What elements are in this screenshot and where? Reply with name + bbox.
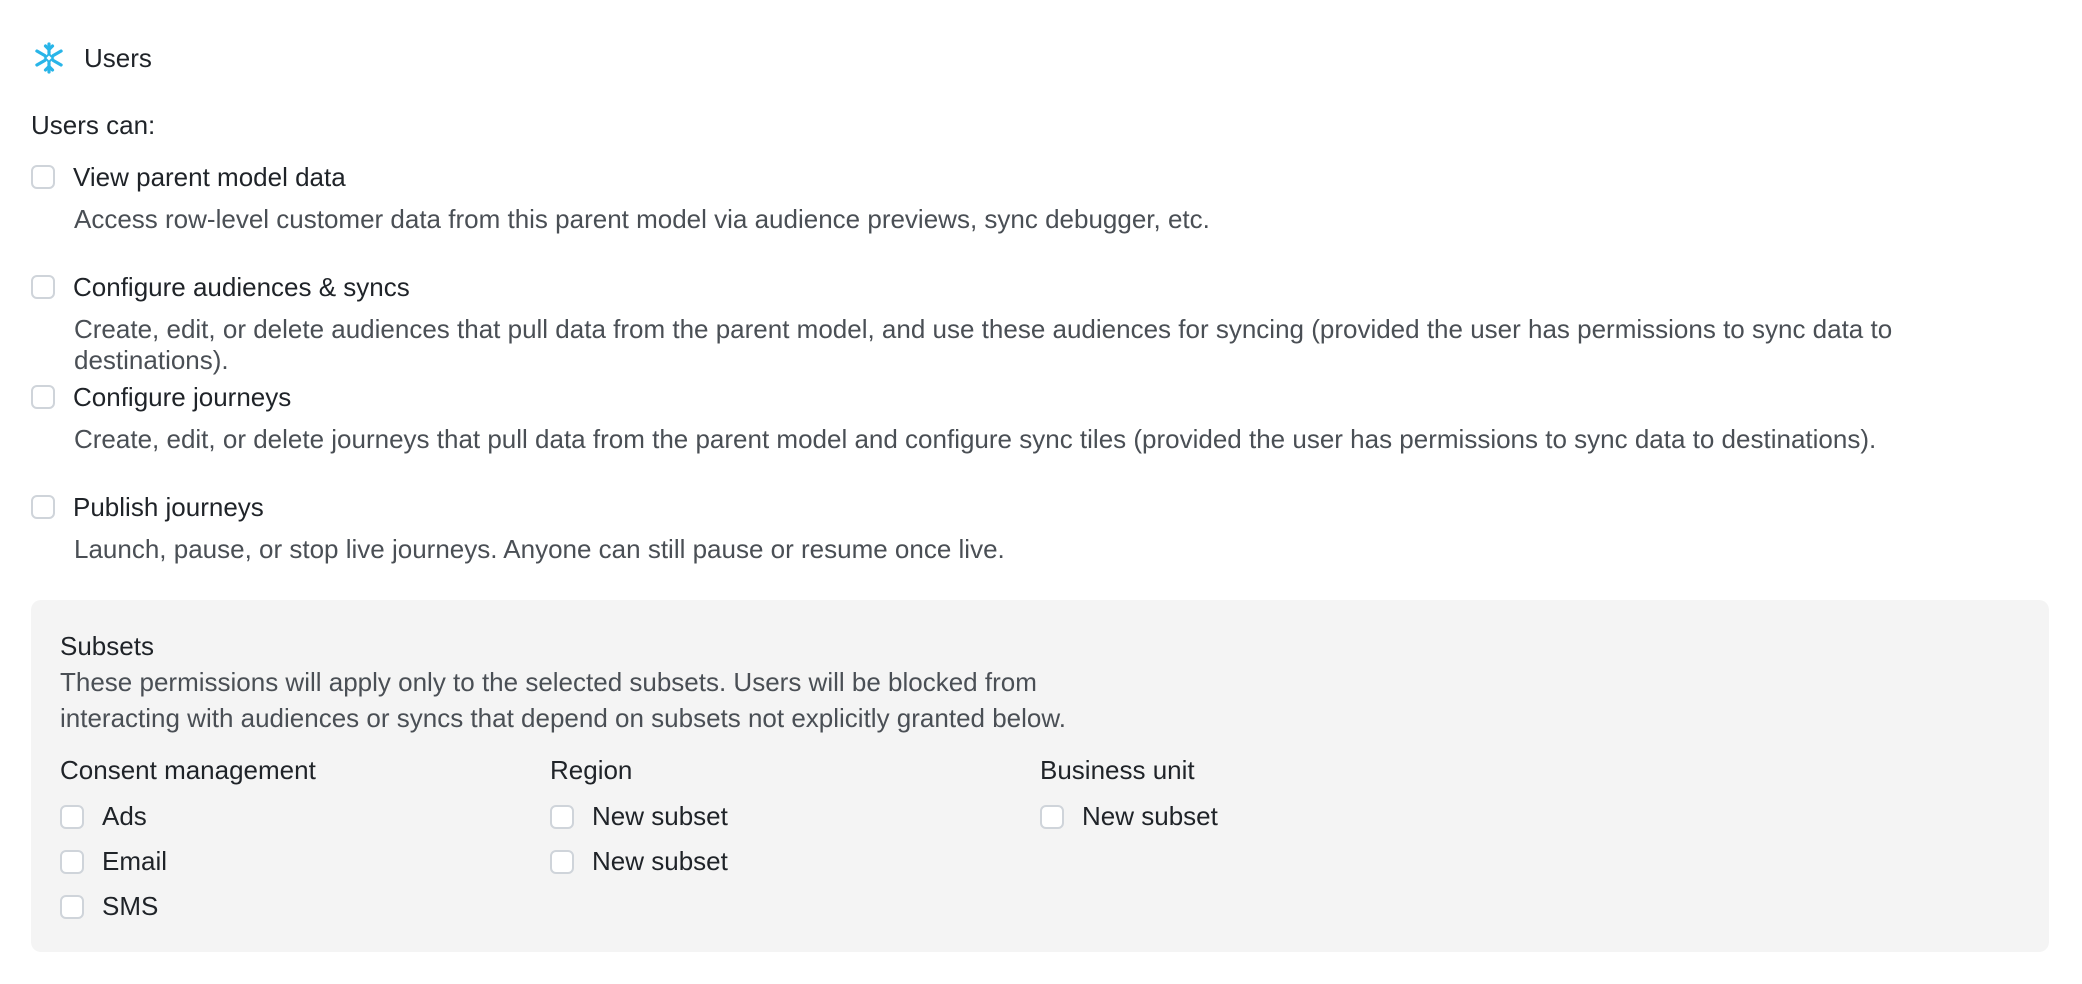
subset-item-label: Ads xyxy=(102,801,147,831)
subset-column-title: Consent management xyxy=(60,755,316,785)
subset-column-consent-management xyxy=(60,752,550,929)
subset-item-sms xyxy=(60,884,550,929)
header xyxy=(32,38,152,78)
subset-item-label: Email xyxy=(102,846,168,876)
subset-item-ads xyxy=(60,794,550,839)
subset-item-region-1 xyxy=(550,794,1040,839)
subset-item-email xyxy=(60,839,550,884)
permission-description: Create, edit, or delete journeys that pull data from the parent model and configure sync tiles (provided the user has permissions to sync data to destinations). xyxy=(74,424,1877,454)
subset-item-label: SMS xyxy=(102,891,159,921)
subset-item-region-2 xyxy=(550,839,1040,884)
subset-item-business-unit-1 xyxy=(1040,794,1530,839)
ads-checkbox[interactable] xyxy=(60,805,84,829)
business-unit-subset-1-checkbox[interactable] xyxy=(1040,805,1064,829)
subset-item-label: New subset xyxy=(592,801,728,831)
email-checkbox[interactable] xyxy=(60,850,84,874)
permission-label: Configure journeys xyxy=(73,381,292,412)
region-subset-1-checkbox[interactable] xyxy=(550,805,574,829)
snowflake-icon xyxy=(32,41,66,75)
subsets-description: These permissions will apply only to the selected subsets. Users will be blocked from interacting with audiences or syncs that depend on subsets not explicitly granted below. xyxy=(60,667,1066,733)
configure-journeys-checkbox[interactable] xyxy=(31,385,55,409)
subset-column-region xyxy=(550,752,1040,929)
permission-list xyxy=(31,160,2051,600)
permission-label: View parent model data xyxy=(73,161,346,192)
permission-description: Create, edit, or delete audiences that pull data from the parent model, and use these audiences for syncing (provided the user has permissions to sync data to destinations). xyxy=(74,314,1893,375)
view-parent-model-data-checkbox[interactable] xyxy=(31,165,55,189)
permission-description: Launch, pause, or stop live journeys. Anyone can still pause or resume once live. xyxy=(74,534,1005,564)
subset-column-title: Region xyxy=(550,755,633,785)
subset-column-business-unit xyxy=(1040,752,1530,929)
permission-label: Publish journeys xyxy=(73,491,264,522)
publish-journeys-checkbox[interactable] xyxy=(31,495,55,519)
subsets-panel xyxy=(31,600,2049,952)
region-subset-2-checkbox[interactable] xyxy=(550,850,574,874)
permission-description: Access row-level customer data from this parent model via audience previews, sync debugger, etc. xyxy=(74,204,1210,234)
subset-item-label: New subset xyxy=(1082,801,1218,831)
permission-publish-journeys xyxy=(31,490,2051,600)
permission-configure-audiences-syncs xyxy=(31,270,2051,380)
subsets-title: Subsets xyxy=(60,631,154,661)
configure-audiences-syncs-checkbox[interactable] xyxy=(31,275,55,299)
header-title: Users xyxy=(84,42,152,73)
subset-item-label: New subset xyxy=(592,846,728,876)
permission-view-parent-model-data xyxy=(31,160,2051,270)
subset-column-title: Business unit xyxy=(1040,755,1195,785)
permission-label: Configure audiences & syncs xyxy=(73,271,410,302)
users-can-label: Users can: xyxy=(31,110,156,140)
sms-checkbox[interactable] xyxy=(60,895,84,919)
permission-configure-journeys xyxy=(31,380,2051,490)
subset-columns xyxy=(60,752,2020,929)
